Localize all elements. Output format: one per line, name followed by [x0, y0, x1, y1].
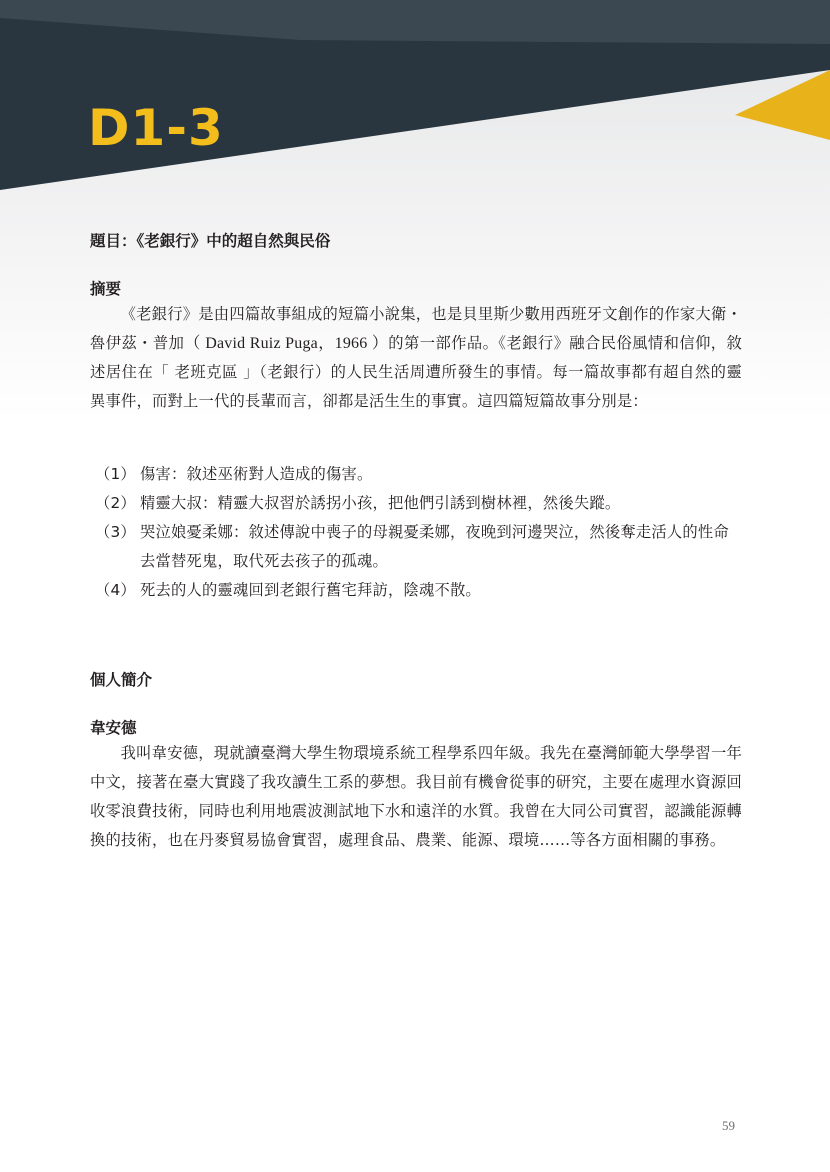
list-item	[90, 518, 742, 576]
abstract-text-part-2: 的第一部作品。《老銀行》融合民俗風情和信仰，敘述居住在「 老班克區 」（老銀行）的人民生活周遭所發生的事情。每一篇故事都有超自然的靈異事件，而對上一代的長輩而言，卻都是活生生的事實。這四篇短篇故事分別是：	[90, 334, 743, 410]
paper-title-label: 題目：	[90, 232, 137, 250]
author-bio: 我叫韋安德，現就讀臺灣大學生物環境系統工程學系四年級。我先在臺灣師範大學學習一年中文，接著在臺大實踐了我攻讀生工系的夢想。我目前有機會從事的研究，主要在處理水資源回收零浪費技術，同時也利用地震波測試地下水和遠洋的水質。我曾在大同公司實習，認識能源轉換的技術，也在丹麥貿易協會實習，處理食品、農業、能源、環境……等各方面相關的事務。	[90, 744, 742, 849]
author-latin-name: （ David Ruiz Puga，1966 ）	[184, 335, 389, 352]
list-marker: （1）	[95, 465, 136, 483]
list-item	[90, 489, 742, 518]
list-item	[90, 576, 742, 605]
list-marker: （2）	[95, 494, 136, 512]
story-list	[90, 460, 742, 605]
list-item-text: 精靈大叔：精靈大叔習於誘拐小孩，把他們引誘到樹林裡，然後失蹤。	[140, 494, 621, 512]
list-item	[90, 460, 742, 489]
list-marker: （3）	[95, 523, 136, 541]
list-marker: （4）	[95, 581, 136, 599]
abstract-paragraph	[90, 300, 742, 416]
section-code: D1-3	[88, 99, 224, 157]
list-item-text: 傷害：敘述巫術對人造成的傷害。	[140, 465, 373, 483]
list-item-text: 死去的人的靈魂回到老銀行舊宅拜訪，陰魂不散。	[140, 581, 481, 599]
paper-title-text: 《老銀行》中的超自然與民俗	[136, 232, 331, 250]
paper-title	[90, 231, 330, 251]
list-item-text: 哭泣娘憂柔娜：敘述傳說中喪子的母親憂柔娜，夜晚到河邊哭泣，然後奪走活人的性命去當替死鬼，取代死去孩子的孤魂。	[140, 523, 729, 570]
abstract-text-part-1: 《老銀行》是由四篇故事組成的短篇小說集，也是貝里斯少數用西班牙文創作的作家大衛・魯伊茲・普加	[90, 305, 742, 352]
author-name: 韋安德	[90, 719, 137, 737]
profile-heading: 個人簡介	[90, 671, 153, 689]
page-number: 59	[722, 1118, 735, 1133]
abstract-heading: 摘要	[90, 280, 122, 298]
